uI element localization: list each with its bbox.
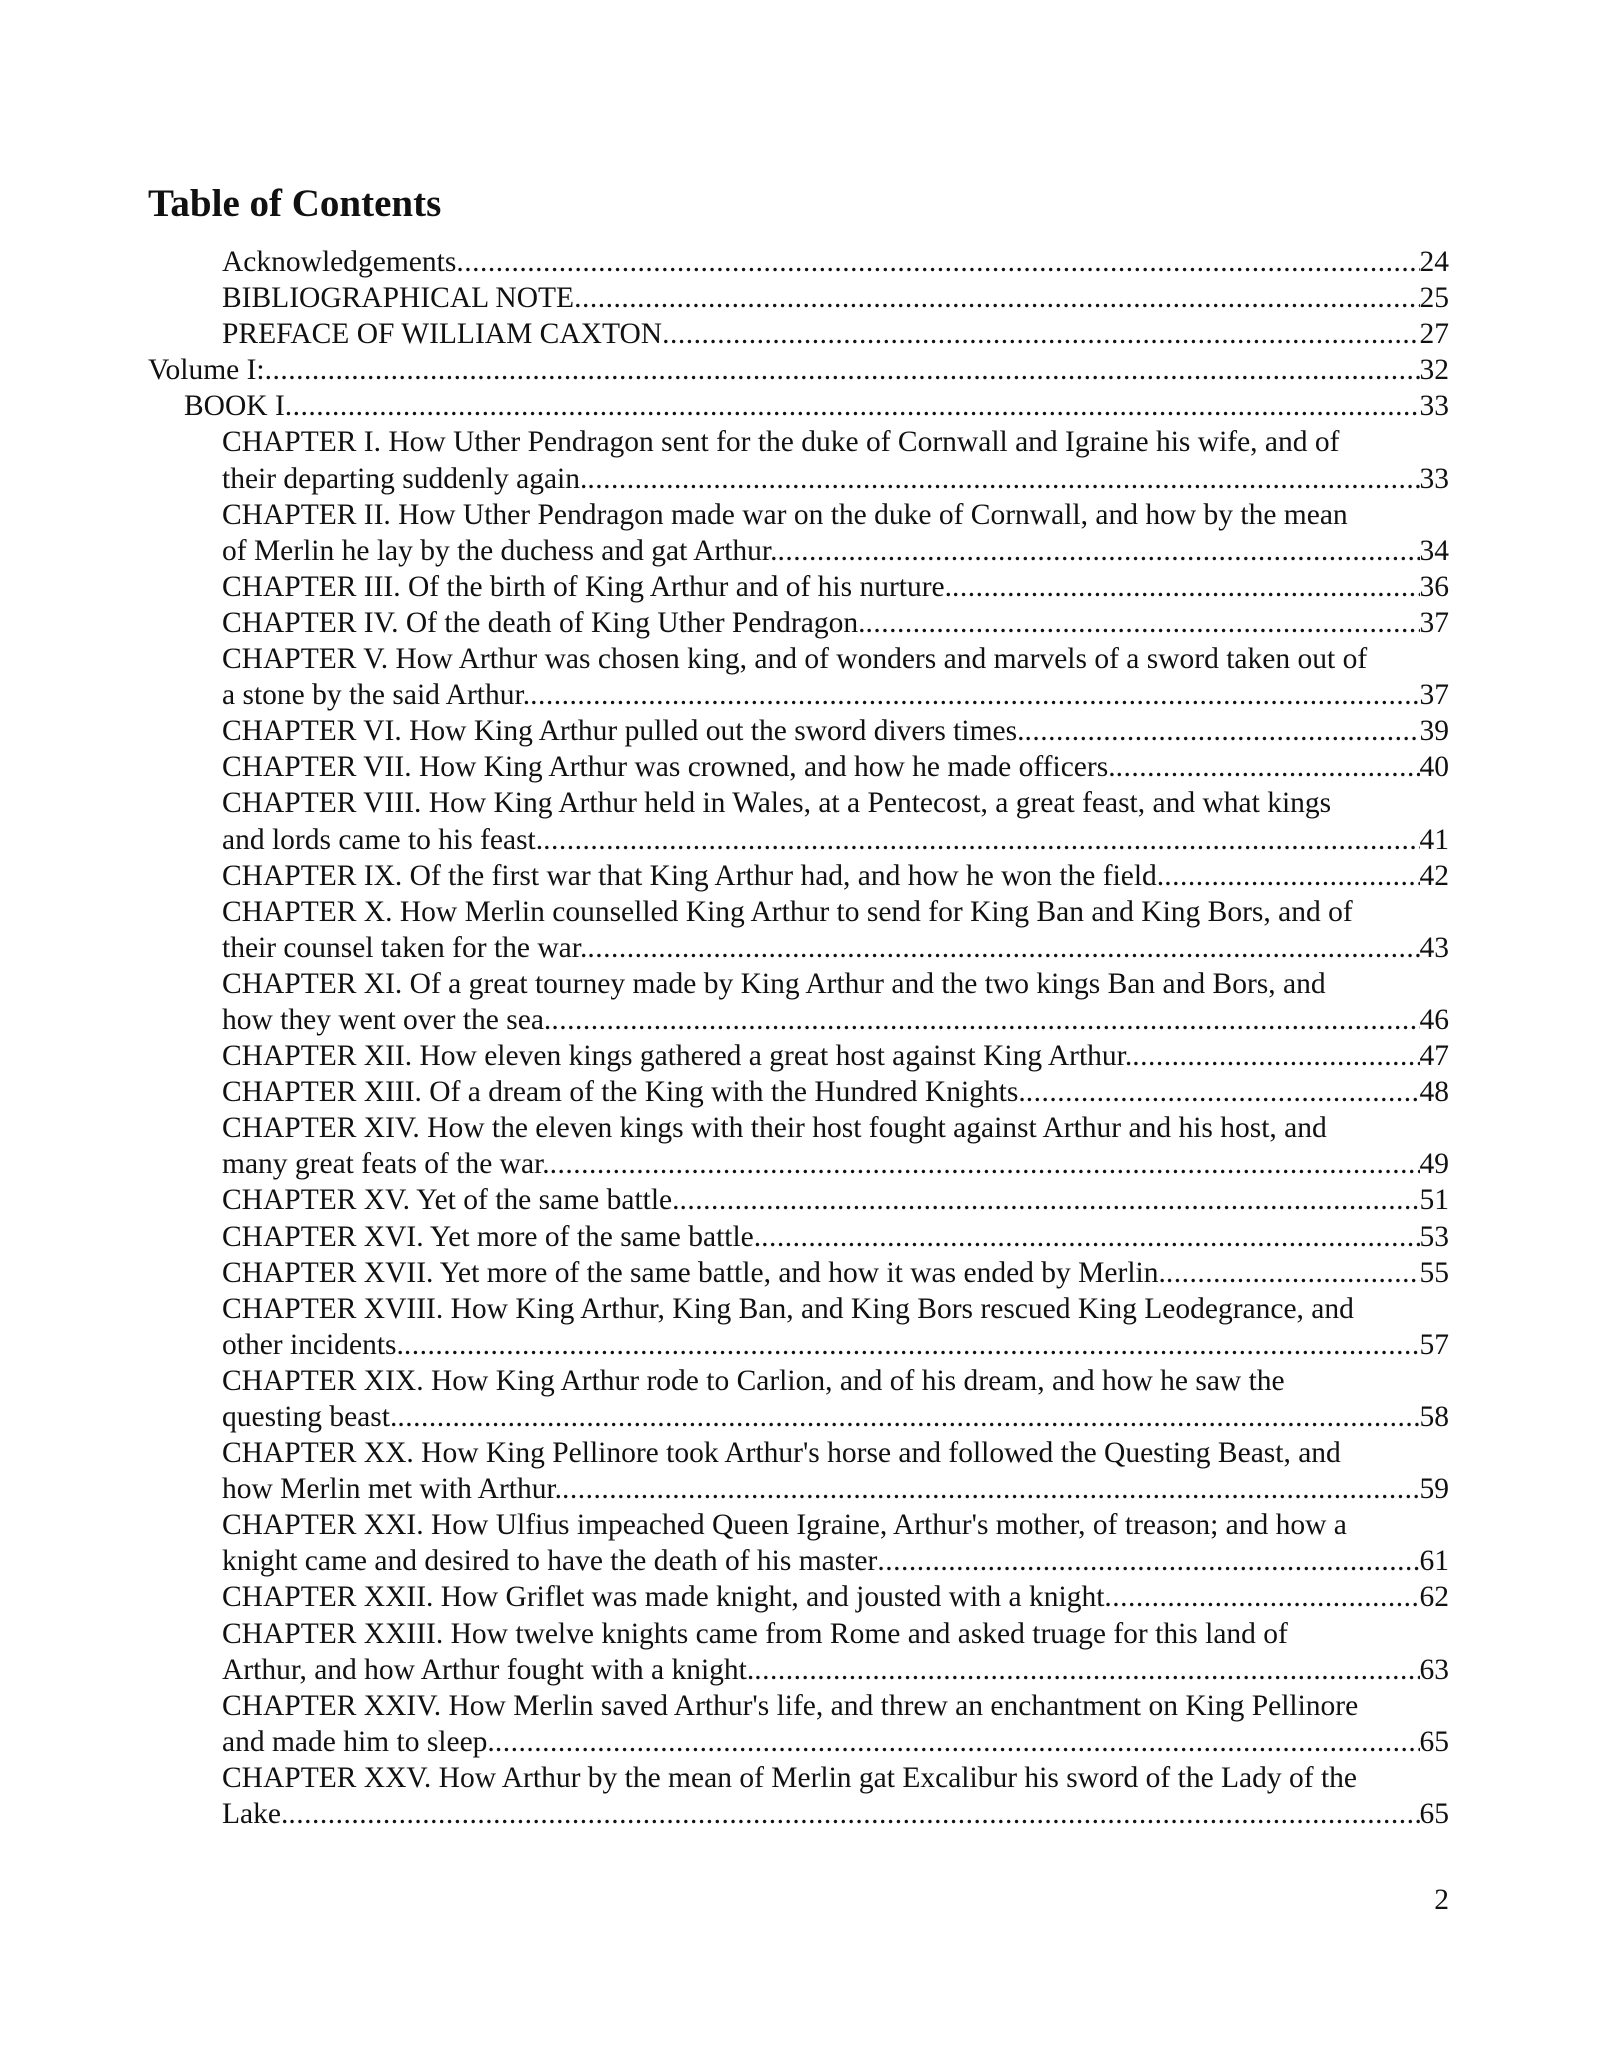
- toc-entry-page: 53: [1419, 1220, 1449, 1253]
- toc-entry-title-first-line: CHAPTER XXV. How Arthur by the mean of Merlin gat Excalibur his sword of the Lady of the: [222, 1761, 1358, 1794]
- toc-entry-title: other incidents.: [222, 1328, 404, 1361]
- toc-entry[interactable]: [148, 352, 1449, 388]
- toc-entry-title: Arthur, and how Arthur fought with a knight.: [222, 1653, 755, 1686]
- toc-entry-page: 36: [1419, 570, 1449, 603]
- toc-entry-title: their counsel taken for the war.: [222, 931, 588, 964]
- toc-entry-title: and lords came to his feast.: [222, 823, 544, 856]
- toc-entry-title-first-line: CHAPTER XIV. How the eleven kings with their host fought against Arthur and his host, and: [222, 1112, 1327, 1145]
- toc-entry-line: [222, 1038, 1449, 1074]
- toc-entry-line: [222, 1471, 1449, 1507]
- toc-entry-title: Volume I:: [148, 354, 265, 387]
- toc-entry-page: 24: [1419, 246, 1449, 278]
- toc-entry-page: 37: [1419, 679, 1449, 712]
- dot-leader: [777, 533, 1419, 569]
- toc-entry-title: of Merlin he lay by the duchess and gat Arthur.: [222, 534, 778, 567]
- dot-leader: [1104, 1579, 1419, 1615]
- toc-entry[interactable]: [148, 280, 1449, 316]
- toc-entry-line: [222, 461, 1449, 497]
- dot-leader: [397, 1399, 1419, 1435]
- toc-entry-line: [222, 1255, 1449, 1291]
- toc-entry[interactable]: [148, 858, 1449, 894]
- toc-heading: Table of Contents: [148, 182, 442, 225]
- toc-entry[interactable]: [148, 1255, 1449, 1291]
- toc-entry-title: Lake.: [222, 1798, 289, 1831]
- dot-leader: [1026, 1074, 1420, 1110]
- toc-entry-title-first-line: CHAPTER XX. How King Pellinore took Arthur's horse and followed the Questing Beast, and: [222, 1437, 1341, 1470]
- toc-entry-title: CHAPTER XV. Yet of the same battle.: [222, 1184, 680, 1217]
- dot-leader: [404, 1327, 1420, 1363]
- dot-leader: [587, 930, 1419, 966]
- toc-list: [148, 244, 1449, 1832]
- toc-entry-title: BIBLIOGRAPHICAL NOTE: [222, 282, 575, 315]
- dot-leader: [877, 1543, 1419, 1579]
- toc-entry[interactable]: [148, 785, 1449, 857]
- toc-entry-page: 61: [1419, 1545, 1449, 1578]
- dot-leader: [285, 388, 1420, 424]
- dot-leader: [562, 1471, 1419, 1507]
- dot-leader: [574, 280, 1419, 316]
- dot-leader: [1132, 1038, 1419, 1074]
- toc-entry-title: how Merlin met with Arthur.: [222, 1473, 563, 1506]
- toc-entry-page: 27: [1419, 318, 1449, 351]
- toc-entry-page: 57: [1419, 1328, 1449, 1361]
- toc-entry-line: [222, 1796, 1449, 1832]
- toc-entry-page: 59: [1419, 1473, 1449, 1506]
- toc-entry[interactable]: [148, 1507, 1449, 1579]
- dot-leader: [456, 244, 1419, 280]
- toc-entry-page: 49: [1419, 1148, 1449, 1181]
- toc-entry-title: PREFACE OF WILLIAM CAXTON: [222, 318, 663, 351]
- toc-entry-line: [222, 713, 1449, 749]
- toc-entry-page: 47: [1419, 1040, 1449, 1073]
- dot-leader: [288, 1796, 1419, 1832]
- toc-entry-title-first-line: CHAPTER XVIII. How King Arthur, King Ban, and King Bors rescued King Leodegrance, and: [222, 1292, 1354, 1325]
- toc-entry-title-first-line: CHAPTER X. How Merlin counselled King Arthur to send for King Ban and King Bors, and of: [222, 895, 1353, 928]
- toc-entry-line: [222, 605, 1449, 641]
- toc-entry-page: 40: [1419, 751, 1449, 784]
- toc-entry-page: 65: [1419, 1725, 1449, 1758]
- toc-entry-title-first-line: CHAPTER VIII. How King Arthur held in Wales, at a Pentecost, a great feast, and what kings: [222, 787, 1332, 820]
- toc-entry[interactable]: [148, 424, 1449, 496]
- toc-entry[interactable]: [148, 1074, 1449, 1110]
- toc-entry-page: 34: [1419, 534, 1449, 567]
- toc-entry[interactable]: [148, 1219, 1449, 1255]
- toc-entry[interactable]: [148, 497, 1449, 569]
- dot-leader: [1116, 749, 1420, 785]
- dot-leader: [680, 1182, 1420, 1218]
- toc-entry-page: 32: [1419, 354, 1449, 387]
- toc-entry-page: 46: [1419, 1003, 1449, 1036]
- toc-entry-title: CHAPTER XIII. Of a dream of the King with the Hundred Knights.: [222, 1076, 1026, 1109]
- toc-entry-line: [222, 677, 1449, 713]
- dot-leader: [662, 316, 1419, 352]
- toc-entry-line: [222, 1182, 1449, 1218]
- toc-entry-title: CHAPTER XII. How eleven kings gathered a great host against King Arthur.: [222, 1040, 1133, 1073]
- page-number: 2: [1434, 1884, 1449, 1916]
- toc-entry-page: 62: [1419, 1581, 1449, 1614]
- toc-entry-page: 41: [1419, 823, 1449, 856]
- toc-entry-title: CHAPTER III. Of the birth of King Arthur and of his nurture.: [222, 570, 953, 603]
- dot-leader: [550, 1146, 1420, 1182]
- toc-entry-page: 33: [1419, 462, 1449, 495]
- toc-entry[interactable]: [148, 1363, 1449, 1435]
- dot-leader: [865, 605, 1419, 641]
- toc-entry-line: [222, 316, 1449, 352]
- toc-entry-line: [222, 749, 1449, 785]
- toc-entry-title: and made him to sleep.: [222, 1725, 495, 1758]
- toc-entry[interactable]: [148, 388, 1449, 424]
- toc-entry-line: [222, 569, 1449, 605]
- toc-entry[interactable]: [148, 1616, 1449, 1688]
- toc-entry[interactable]: [148, 1688, 1449, 1760]
- toc-entry-page: 25: [1419, 282, 1449, 315]
- toc-entry[interactable]: [148, 1291, 1449, 1363]
- dot-leader: [495, 1724, 1420, 1760]
- dot-leader: [530, 677, 1419, 713]
- toc-entry-title: their departing suddenly again.: [222, 462, 588, 495]
- toc-entry[interactable]: [148, 569, 1449, 605]
- toc-entry[interactable]: [148, 749, 1449, 785]
- toc-entry-title-first-line: CHAPTER XIX. How King Arthur rode to Carlion, and of his dream, and how he saw the: [222, 1364, 1285, 1397]
- toc-entry-line: [222, 1002, 1449, 1038]
- dot-leader: [587, 461, 1419, 497]
- toc-entry-page: 43: [1419, 931, 1449, 964]
- toc-entry[interactable]: [148, 316, 1449, 352]
- toc-entry-line: [222, 1724, 1449, 1760]
- toc-entry[interactable]: [148, 1038, 1449, 1074]
- toc-entry-title: questing beast.: [222, 1401, 398, 1433]
- toc-entry-line: [222, 1543, 1449, 1579]
- toc-entry-title: Acknowledgements: [222, 246, 457, 278]
- toc-entry-title-first-line: CHAPTER I. How Uther Pendragon sent for the duke of Cornwall and Igraine his wife, and of: [222, 426, 1340, 459]
- toc-entry-page: 63: [1419, 1653, 1449, 1686]
- toc-entry-line: [222, 1074, 1449, 1110]
- toc-entry-page: 39: [1419, 715, 1449, 748]
- toc-entry-line: [184, 388, 1449, 424]
- toc-entry-title: knight came and desired to have the death of his master: [222, 1545, 878, 1578]
- toc-entry-title-first-line: CHAPTER XXIV. How Merlin saved Arthur's life, and threw an enchantment on King Pellinore: [222, 1689, 1359, 1722]
- dot-leader: [1166, 1255, 1420, 1291]
- toc-entry[interactable]: [148, 244, 1449, 280]
- toc-entry[interactable]: [148, 1579, 1449, 1615]
- toc-entry-title: CHAPTER IV. Of the death of King Uther Pendragon.: [222, 606, 866, 639]
- toc-entry[interactable]: [148, 1110, 1449, 1182]
- toc-entry-line: [222, 1219, 1449, 1255]
- dot-leader: [761, 1219, 1419, 1255]
- toc-entry-title: BOOK I: [184, 390, 285, 423]
- toc-entry-page: 55: [1419, 1256, 1449, 1289]
- toc-entry-title: CHAPTER IX. Of the first war that King Arthur had, and how he won the field.: [222, 859, 1165, 892]
- toc-entry-page: 51: [1419, 1184, 1449, 1217]
- toc-entry[interactable]: [148, 1182, 1449, 1218]
- toc-entry-line: [222, 822, 1449, 858]
- toc-entry[interactable]: [148, 1435, 1449, 1507]
- dot-leader: [543, 822, 1419, 858]
- toc-entry[interactable]: [148, 894, 1449, 966]
- toc-entry-line: [222, 244, 1449, 280]
- toc-entry-title-first-line: CHAPTER V. How Arthur was chosen king, and of wonders and marvels of a sword taken out of: [222, 643, 1368, 676]
- dot-leader: [551, 1002, 1419, 1038]
- toc-entry[interactable]: [148, 966, 1449, 1038]
- toc-entry-title: CHAPTER XVII. Yet more of the same battle, and how it was ended by Merlin.: [222, 1256, 1166, 1289]
- toc-entry-line: [222, 1399, 1449, 1435]
- toc-entry-line: [148, 352, 1449, 388]
- toc-entry-title: CHAPTER VI. How King Arthur pulled out the sword divers times.: [222, 715, 1025, 748]
- dot-leader: [265, 352, 1420, 388]
- toc-entry-line: [222, 858, 1449, 894]
- toc-entry-title-first-line: CHAPTER XXIII. How twelve knights came from Rome and asked truage for this land of: [222, 1617, 1288, 1650]
- toc-entry-line: [222, 533, 1449, 569]
- toc-entry-title-first-line: CHAPTER II. How Uther Pendragon made war on the duke of Cornwall, and how by the mean: [222, 498, 1348, 531]
- toc-entry-title: how they went over the sea.: [222, 1003, 552, 1036]
- toc-entry-title: CHAPTER XXII. How Griflet was made knight, and jousted with a knight: [222, 1581, 1105, 1614]
- toc-entry[interactable]: [148, 605, 1449, 641]
- toc-entry-title: a stone by the said Arthur.: [222, 679, 531, 712]
- dot-leader: [1164, 858, 1419, 894]
- toc-entry-line: [222, 1579, 1449, 1615]
- toc-entry-page: 58: [1419, 1401, 1449, 1433]
- toc-entry-title: many great feats of the war.: [222, 1148, 550, 1181]
- toc-entry-page: 37: [1419, 606, 1449, 639]
- toc-entry[interactable]: [148, 1760, 1449, 1832]
- toc-entry-line: [222, 1652, 1449, 1688]
- toc-entry-title-first-line: CHAPTER XXI. How Ulfius impeached Queen Igraine, Arthur's mother, of treason; and how a: [222, 1509, 1347, 1542]
- toc-entry-title: CHAPTER VII. How King Arthur was crowned, and how he made officers.: [222, 751, 1116, 784]
- toc-entry-line: [222, 1146, 1449, 1182]
- dot-leader: [1024, 713, 1419, 749]
- dot-leader: [952, 569, 1419, 605]
- toc-entry[interactable]: [148, 713, 1449, 749]
- toc-entry-page: 65: [1419, 1798, 1449, 1831]
- toc-entry-page: 48: [1419, 1076, 1449, 1109]
- toc-entry-title-first-line: CHAPTER XI. Of a great tourney made by King Arthur and the two kings Ban and Bors, and: [222, 967, 1326, 1000]
- toc-entry-line: [222, 1327, 1449, 1363]
- toc-entry-page: 33: [1419, 390, 1449, 423]
- toc-entry[interactable]: [148, 641, 1449, 713]
- toc-entry-line: [222, 280, 1449, 316]
- toc-entry-page: 42: [1419, 859, 1449, 892]
- toc-entry-title: CHAPTER XVI. Yet more of the same battle.: [222, 1220, 762, 1253]
- dot-leader: [754, 1652, 1419, 1688]
- toc-entry-line: [222, 930, 1449, 966]
